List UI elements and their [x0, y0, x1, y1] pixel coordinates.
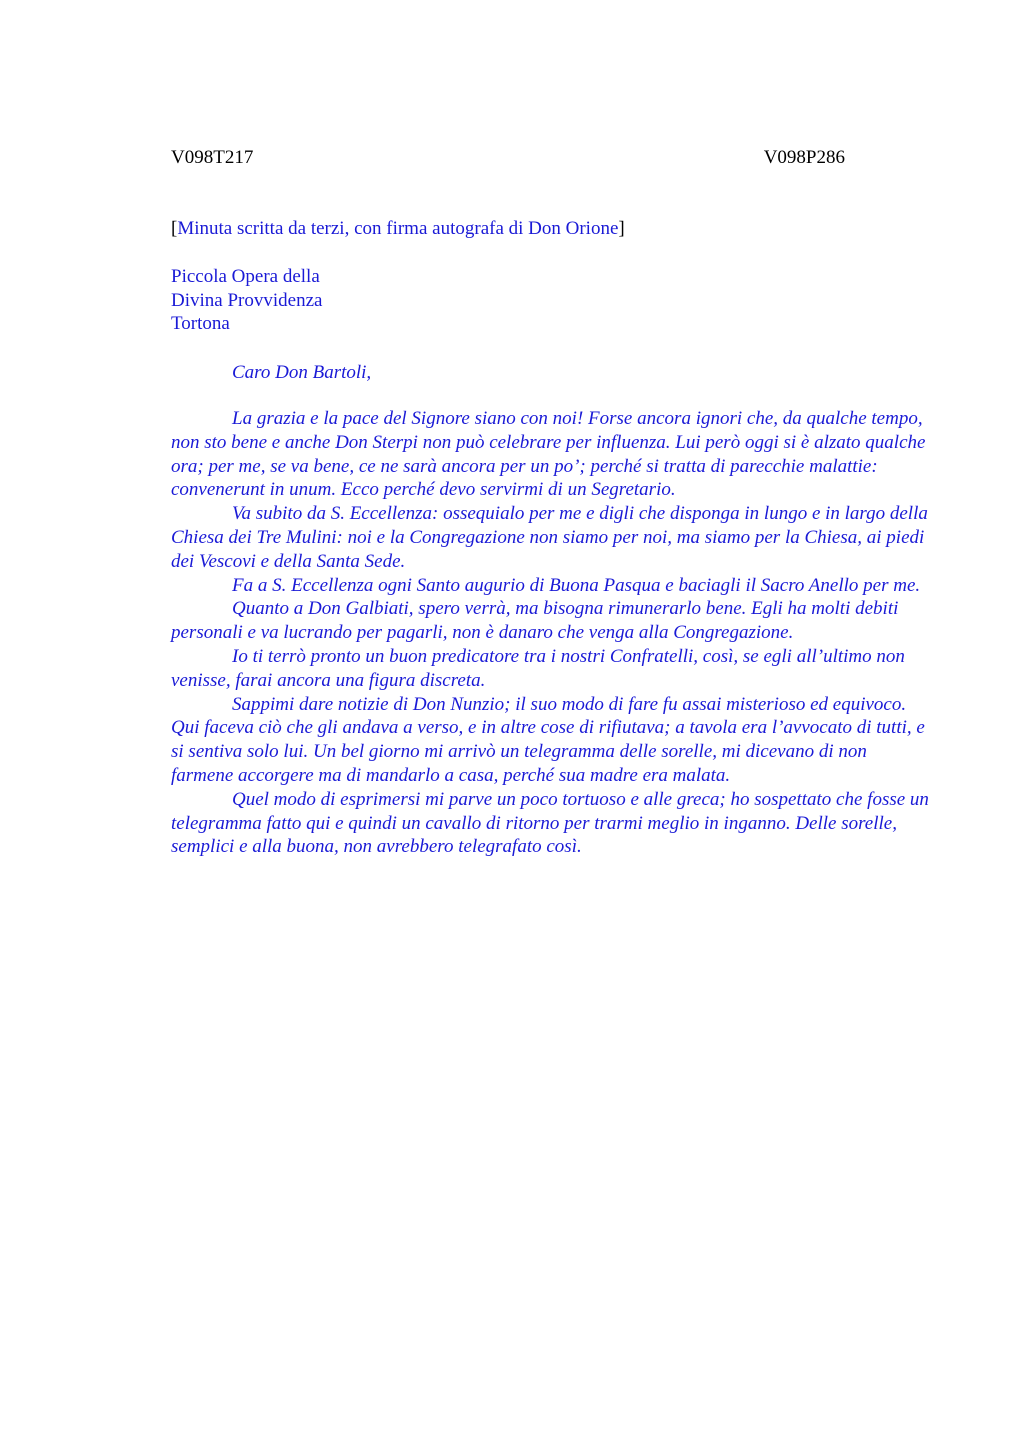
- letter-paragraph: Sappimi dare notizie di Don Nunzio; il suo modo di fare fu assai misterioso ed equivoco. Qui faceva ciò che gli andava a verso, e in altre cose di rifiutava; a tavola era l’avvocato di tutti, e si sentiva solo lui. Un bel giorno mi arrivò un telegramma delle sorelle, mi dicevano di non farmene accorgere ma di mandarlo a casa, perché sua madre era malata.: [171, 693, 925, 786]
- letter-paragraph: Va subito da S. Eccellenza: ossequialo per me e digli che disponga in lungo e in largo della Chiesa dei Tre Mulini: noi e la Congregazione non siamo per noi, ma siamo per la Chiesa, ai piedi dei Vescovi e della Santa Sede.: [171, 503, 928, 572]
- editorial-note: [171, 217, 625, 241]
- letter-body: [171, 407, 933, 859]
- note-close-bracket: ]: [618, 218, 625, 239]
- letter-paragraph: La grazia e la pace del Signore siano con noi! Forse ancora ignori che, da qualche tempo, non sto bene e anche Don Sterpi non può celebrare per influenza. Lui però oggi si è alzato qualche ora; per me, se va bene, ce ne sarà ancora per un po’; perché si tratta di parecchie malattie: convenerunt in unum. Ecco perché devo servirmi di un Segretario.: [171, 408, 926, 501]
- volume-code-left: V098T217: [171, 147, 254, 168]
- sender-address: [171, 265, 322, 336]
- sender-line: Divina Provvidenza: [171, 289, 323, 311]
- note-open-bracket: [: [171, 218, 178, 239]
- letter-paragraph: Fa a S. Eccellenza ogni Santo augurio di Buona Pasqua e baciagli il Sacro Anello per me.: [232, 574, 921, 596]
- letter-paragraph: Quel modo di esprimersi mi parve un poco tortuoso e alle greca; ho sospettato che fosse un telegramma fatto qui e quindi un cavallo di ritorno per trarmi meglio in inganno. Delle sorelle, semplici e alla buona, non avrebbero telegrafato così.: [171, 788, 929, 858]
- sender-line: Piccola Opera della: [171, 266, 320, 287]
- volume-code-right: V098P286: [763, 147, 845, 168]
- sender-line: Tortona: [171, 313, 230, 335]
- note-text: Minuta scritta da terzi, con firma autografa di Don Orione: [177, 218, 619, 239]
- letter-paragraph: Io ti terrò pronto un buon predicatore tra i nostri Confratelli, così, se egli all’ultimo non venisse, farai ancora una figura discreta.: [171, 645, 905, 691]
- letter-paragraph: Quanto a Don Galbiati, spero verrà, ma bisogna rimunerarlo bene. Egli ha molti debiti personali e va lucrando per pagarli, non è danaro che venga alla Congregazione.: [171, 598, 899, 644]
- document-codes: [171, 146, 845, 172]
- salutation: Caro Don Bartoli,: [232, 362, 372, 383]
